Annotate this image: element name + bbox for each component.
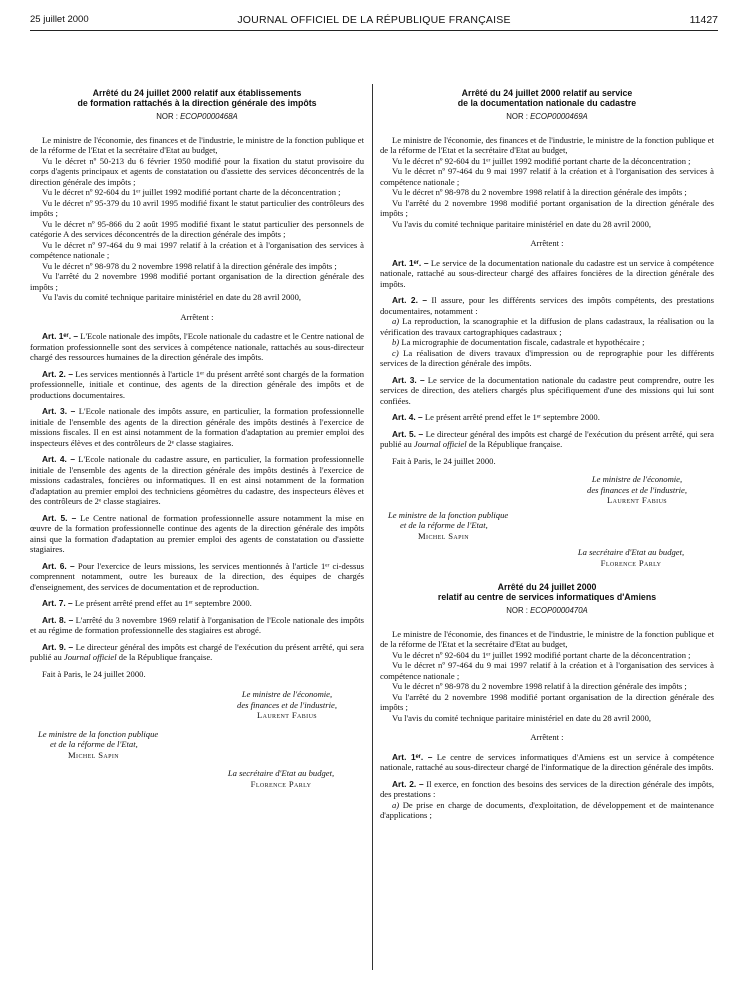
article-label: Art. 1ᵉʳ. – — [392, 751, 433, 762]
right-column — [380, 88, 714, 821]
signatory-name: Florence Parly — [250, 778, 312, 789]
paragraph: Vu l'avis du comité technique paritaire ministériel en date du 28 avril 2000, — [392, 712, 652, 723]
article — [380, 258, 714, 290]
paragraph: Vu l'avis du comité technique paritaire ministériel en date du 28 avril 2000, — [392, 218, 652, 229]
signatory-title: et de la réforme de l'Etat, — [400, 520, 488, 530]
arretent: Arrêtent : — [530, 732, 564, 742]
article — [30, 598, 364, 609]
journal-officiel-italic: Journal officiel — [413, 439, 467, 449]
article-text: L'Ecole nationale des impôts assure, en particulier, la formation professionnelle initiale de l'ensemble des agents de la direction générale des impôts destinés à l'exercice de missions fiscales. Il en est ainsi notamment de la formation d'adaptation au premier emploi des inspecteurs élèves et des contrôleurs de 2ᵉ classe stagiaires. — [30, 406, 364, 448]
article-text: Le présent arrêté prend effet le 1ᵉʳ septembre 2000. — [422, 412, 600, 422]
nor-code: ECOP0000468A — [180, 112, 238, 121]
item-letter: a) — [392, 316, 400, 326]
article-text: Les services mentionnés à l'article 1ᵉʳ du présent arrêté sont chargés de la formation professionnelle, initiale et continue, des agents de la direction générale des impôts et de productions documentaires. — [30, 368, 364, 400]
signature-block — [38, 729, 188, 761]
list-item — [380, 337, 714, 348]
signatory-name: Michel Sapin — [68, 749, 120, 760]
item-text: La reproduction, la scanographie et la diffusion de plans cadastraux, la réalisation ou la vérification des travaux cartographiques cadastraux ; — [380, 316, 714, 337]
signatory-name: Michel Sapin — [418, 530, 470, 541]
paragraph: Vu le décret nº 98-978 du 2 novembre 1998 relatif à la direction générale des impôts ; — [392, 681, 687, 691]
article-label: Art. 6. – — [42, 560, 75, 571]
article-label: Art. 8. – — [42, 614, 74, 625]
signatory-title: et de la réforme de l'Etat, — [50, 739, 138, 749]
arretent: Arrêtent : — [530, 238, 564, 248]
paragraph: Vu le décret nº 97-464 du 9 mai 1997 relatif à la création et à l'organisation des services à compétence nationale ; — [380, 660, 714, 681]
article — [30, 369, 364, 401]
paragraph: Vu l'arrêté du 2 novembre 1998 modifié portant organisation de la direction générale des impôts ; — [380, 691, 714, 712]
signatory-title: Le ministre de la fonction publique — [388, 509, 509, 520]
article — [380, 412, 714, 423]
article-label: Art. 3. – — [392, 374, 425, 385]
article-text: de la République française. — [116, 652, 213, 662]
signatory-title: Le ministre de l'économie, — [591, 474, 683, 484]
decree-title: relatif au centre de services informatiques d'Amiens — [437, 592, 657, 602]
paragraph: Le ministre de l'économie, des finances et de l'industrie, le ministre de la fonction publique et de la réforme de l'Etat et la secrétaire d'Etat au budget, — [380, 134, 714, 155]
article-text: Il exerce, en fonction des besoins des services de la direction générale des impôts, des prestations : — [380, 778, 714, 799]
article-text: Le service de la documentation nationale du cadastre peut comprendre, outre les services de direction, des ateliers chargés plus spécifiquement d'une des missions qui lui sont confiées. — [380, 374, 714, 406]
signatory-title: Le ministre de l'économie, — [241, 689, 333, 699]
article-text: Il assure, pour les différents services des impôts compétents, des prestations documentaires, notamment : — [380, 295, 714, 316]
signatory-title: des finances et de l'industrie, — [587, 484, 687, 495]
header-rule — [30, 30, 718, 31]
article — [380, 779, 714, 800]
paragraph: Vu le décret nº 92-604 du 1ᵉʳ juillet 1992 modifié portant charte de la déconcentration ; — [392, 649, 691, 660]
article-text: L'arrêté du 3 novembre 1969 relatif à l'organisation de l'Ecole nationale des impôts et au régime de formation professionnelle des stagiaires est abrogé. — [30, 614, 364, 635]
article-text: Le service de la documentation nationale du cadastre est un service à compétence nationale, rattaché au sous-directeur chargé des affaires foncières de la direction générale des impôts. — [380, 257, 714, 289]
article — [30, 513, 364, 555]
decree-title: de formation rattachés à la direction générale des impôts — [77, 98, 317, 108]
article-label: Art. 7. – — [42, 598, 73, 608]
paragraph: Vu le décret nº 98-978 du 2 novembre 1998 relatif à la direction générale des impôts ; — [42, 260, 337, 271]
article-text: Pour l'exercice de leurs missions, les services mentionnés à l'article 1ᵉʳ ci-dessus comprennent notamment, outre les bureaux de la direction, des équipes de chargés d'enseignement, des services de documentation et de reproduction. — [30, 560, 364, 592]
article-label: Art. 3. – — [42, 406, 76, 416]
list-item — [380, 348, 714, 369]
article-label: Art. 4. – — [392, 412, 423, 422]
nor-code: ECOP0000470A — [530, 606, 588, 615]
article-label: Art. 2. – — [392, 778, 424, 789]
left-column — [30, 88, 364, 789]
article-label: Art. 9. – — [42, 641, 74, 652]
item-letter: c) — [392, 347, 399, 358]
article-label: Art. 5. – — [392, 428, 424, 439]
article-label: Art. 2. – — [42, 368, 74, 379]
nor-reference — [380, 606, 714, 617]
section-gap — [380, 568, 714, 582]
article-text: Le directeur général des impôts est chargé de l'exécution du présent arrêté, qui sera publié au — [380, 428, 714, 449]
paragraph: Le ministre de l'économie, des finances et de l'industrie, le ministre de la fonction publique et de la réforme de l'Etat et la secrétaire d'Etat au budget, — [30, 134, 364, 155]
decree-title: de la documentation nationale du cadastre — [457, 98, 637, 108]
paragraph: Le ministre de l'économie, des finances et de l'industrie, le ministre de la fonction publique et de la réforme de l'Etat et la secrétaire d'Etat au budget, — [380, 628, 714, 649]
journal-officiel-italic: Journal officiel — [63, 652, 117, 662]
header-page-number: 11427 — [689, 14, 718, 26]
article-label: Art. 4. – — [42, 454, 76, 464]
article-label: Art. 5. – — [42, 512, 77, 523]
nor-label: NOR : — [506, 606, 531, 615]
nor-reference — [30, 112, 364, 123]
signature-block — [388, 510, 538, 542]
article-text: Le présent arrêté prend effet au 1ᵉʳ septembre 2000. — [72, 598, 252, 608]
page-header — [24, 14, 724, 30]
list-item — [380, 316, 714, 337]
article-text: de la République française. — [466, 439, 563, 449]
article-label: Art. 1ᵉʳ. – — [42, 331, 79, 341]
decree-title: Arrêté du 24 juillet 2000 — [497, 582, 597, 592]
article-label: Art. 2. – — [392, 295, 428, 305]
nor-code: ECOP0000469A — [530, 112, 588, 121]
item-letter: b) — [392, 337, 400, 347]
list-item — [380, 800, 714, 821]
signatory-title: Le ministre de la fonction publique — [38, 728, 159, 739]
article-text: L'Ecole nationale des impôts, l'Ecole nationale du cadastre et le Centre national de formation professionnelle sont des services à compétence nationale, rattachés au sous-directeur chargé des ressources humaines de la direction générale des impôts. — [30, 331, 364, 362]
paragraph: Vu le décret nº 92-604 du 1ᵉʳ juillet 1992 modifié portant charte de la déconcentration ; — [392, 155, 691, 166]
article — [30, 615, 364, 636]
article — [30, 642, 364, 663]
item-letter: a) — [392, 799, 400, 810]
article-label: Art. 1ᵉʳ. – — [392, 257, 429, 268]
signatory-title: La secrétaire d'Etat au budget, — [577, 547, 685, 557]
article — [30, 331, 364, 363]
article — [30, 454, 364, 507]
paragraph: Vu le décret nº 95-379 du 10 avril 1995 modifié fixant le statut particulier des contrôleurs des impôts ; — [30, 197, 364, 218]
article — [30, 406, 364, 448]
done-at: Fait à Paris, le 24 juillet 2000. — [42, 668, 146, 679]
paragraph: Vu le décret nº 95-866 du 2 août 1995 modifié fixant le statut particulier des personnels de catégorie A des services déconcentrés de la direction générale des impôts ; — [30, 218, 364, 239]
signatory-name: Laurent Fabius — [256, 710, 318, 720]
signature-block — [198, 768, 364, 789]
decree-title: Arrêté du 24 juillet 2000 relatif au service — [461, 88, 633, 98]
paragraph: Vu le décret nº 98-978 du 2 novembre 1998 relatif à la direction générale des impôts ; — [392, 187, 687, 197]
paragraph: Vu le décret nº 92-604 du 1ᵉʳ juillet 1992 modifié portant charte de la déconcentration ; — [42, 187, 341, 197]
nor-reference — [380, 112, 714, 123]
arretent: Arrêtent : — [180, 311, 214, 322]
signatory-name: Florence Parly — [600, 557, 662, 568]
done-at: Fait à Paris, le 24 juillet 2000. — [392, 455, 496, 466]
nor-label: NOR : — [506, 112, 531, 121]
article-text: L'Ecole nationale du cadastre assure, en particulier, la formation professionnelle initiale de l'ensemble des agents de la direction générale des impôts destinés à l'exercice de missions cadastrales, foncières ou informatiques. Il en est ainsi notamment de la formation d'adaptation au premier emploi des techniciens géomètres du cadastre, des inspecteurs élèves et des contrôleurs de 2ᵉ classe stagiaires. — [30, 454, 364, 506]
paragraph: Vu l'arrêté du 2 novembre 1998 modifié portant organisation de la direction générale des impôts ; — [380, 197, 714, 218]
column-divider — [372, 84, 373, 970]
paragraph: Vu le décret nº 97-464 du 9 mai 1997 relatif à la création et à l'organisation des services à compétence nationale ; — [380, 166, 714, 187]
item-text: De prise en charge de documents, d'exploitation, de développement et de maintenance d'applications ; — [380, 799, 714, 820]
signatory-name: Laurent Fabius — [606, 495, 668, 505]
item-text: La réalisation de divers travaux d'impression ou de reprographie pour les différents services de la direction générale des impôts. — [380, 347, 714, 368]
header-date: 25 juillet 2000 — [30, 14, 89, 25]
article-text: Le Centre national de formation professionnelle assure notamment la mise en œuvre de la formation professionnelle continue des agents de la direction générale des impôts ainsi que la formation d'adaptation au premier emploi des agents de constatation ou d'assiette stagiaires. — [30, 512, 364, 554]
article — [380, 429, 714, 450]
article — [30, 561, 364, 593]
item-text: La micrographie de documentation fiscale, cadastrale et hypothécaire ; — [399, 337, 645, 347]
article-text: Le centre de services informatiques d'Amiens est un service à compétence nationale, rattaché au sous-directeur chargé de l'informatique de la direction générale des impôts. — [380, 751, 715, 772]
signature-block — [210, 689, 364, 721]
article — [380, 752, 714, 773]
paragraph: Vu le décret nº 97-464 du 9 mai 1997 relatif à la création et à l'organisation des services à compétence nationale ; — [30, 239, 364, 260]
signature-block — [548, 547, 714, 568]
decree-title: Arrêté du 24 juillet 2000 relatif aux établissements — [92, 88, 302, 98]
signature-block — [560, 474, 714, 506]
paragraph: Vu le décret nº 50-213 du 6 février 1950 modifié pour la fixation du statut provisoire du corps d'agents principaux et agents de constatation ou d'assiette des services déconcentrés de la direction générale des impôts ; — [30, 155, 364, 187]
paragraph: Vu l'avis du comité technique paritaire ministériel en date du 28 avril 2000, — [42, 292, 302, 302]
article-text: Le directeur général des impôts est chargé de l'exécution du présent arrêté, qui sera publié au — [30, 641, 364, 662]
article — [380, 375, 714, 407]
nor-label: NOR : — [156, 112, 181, 121]
signatory-title: des finances et de l'industrie, — [237, 699, 337, 710]
article — [380, 295, 714, 316]
header-journal-title: JOURNAL OFFICIEL DE LA RÉPUBLIQUE FRANÇAISE — [237, 14, 511, 26]
paragraph: Vu l'arrêté du 2 novembre 1998 modifié portant organisation de la direction générale des impôts ; — [30, 271, 364, 292]
signatory-title: La secrétaire d'Etat au budget, — [227, 768, 335, 778]
